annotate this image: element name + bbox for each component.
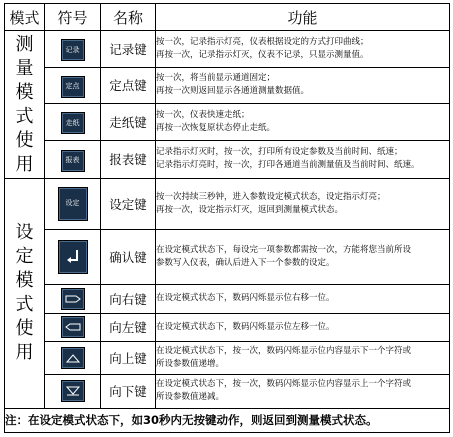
key-description: 在设定模式状态下，数码闪烁显示位左移一位。 [156,313,450,341]
key-name: 向右键 [101,285,156,313]
up-arrow-icon [61,347,85,369]
table-row [5,285,450,313]
record-key-icon: 记录 [61,39,85,61]
table-row [5,229,450,285]
report-key-icon: 报表 [61,150,85,172]
key-name: 报表键 [101,140,156,178]
setting-mode-label: 设 定 模 式 使 用 [5,179,45,409]
symbol-cell [45,140,101,178]
symbol-cell [45,341,101,374]
function-table [4,3,450,433]
note-row [5,408,450,432]
symbol-cell [45,375,101,408]
table-row [5,179,450,230]
key-name: 记录键 [101,31,156,67]
key-name: 定点键 [101,67,156,103]
key-description: 在设定模式状态下，按一次，数码闪烁显示位内容显示下一个字符或 所设参数值递增。 [156,341,450,374]
down-arrow-icon [61,380,85,402]
right-arrow-icon [61,288,85,310]
fixpoint-key-icon: 定点 [61,76,85,98]
key-description: 按一次，记录指示灯亮，仪表根据设定的方式打印曲线； 再按一次，记录指示灯灭，仪表不记录，只显示测量值。 [156,31,450,67]
header-symbol: 符号 [45,4,101,31]
header-row [5,4,450,31]
symbol-cell [45,104,101,140]
table-row [5,31,450,67]
key-name: 确认键 [101,229,156,285]
key-description: 按一次，仪表快速走纸； 再按一次恢复原状态停止走纸。 [156,104,450,140]
header-mode: 模式 [5,4,45,31]
symbol-cell [45,313,101,341]
table-row [5,67,450,103]
symbol-cell [45,67,101,103]
key-description: 按一次持续三秒钟，进入参数设定模式状态，设定指示灯亮； 再按一次，设定指示灯灭，返回到测量模式状态。 [156,179,450,230]
header-name: 名称 [101,4,156,31]
table-row [5,104,450,140]
key-name: 向下键 [101,375,156,408]
setting-key-icon: 设定 [58,187,88,221]
symbol-cell [45,229,101,285]
left-arrow-icon [61,316,85,338]
symbol-cell [45,179,101,230]
header-function: 功能 [156,4,450,31]
key-description: 按一次，将当前显示通道固定； 再按一次则返回显示各通道测量数据值。 [156,67,450,103]
key-name: 向上键 [101,341,156,374]
table-row [5,313,450,341]
table-row [5,341,450,374]
key-name: 向左键 [101,313,156,341]
enter-arrow-icon [58,240,88,274]
key-name: 走纸键 [101,104,156,140]
table-row [5,140,450,178]
key-description: 在设定模式状态下，数码闪烁显示位右移一位。 [156,285,450,313]
measure-mode-label: 测 量 模 式 使 用 [5,31,45,179]
key-description: 在设定模式状态下，每设完一项参数都需按一次，方能将您当前所设 参数写入仪表，确认后进入下一个参数的设定。 [156,229,450,285]
footnote: 注：在设定模式状态下，如30秒内无按键动作，则返回到测量模式状态。 [5,408,450,432]
key-description: 在设定模式状态下，按一次，数码闪烁显示位内容显示上一个字符或 所设参数值递减。 [156,375,450,408]
table-row [5,375,450,408]
paperfeed-key-icon: 走纸 [61,112,85,134]
key-name: 设定键 [101,179,156,230]
symbol-cell [45,285,101,313]
key-description: 记录指示灯灭时，按一次，打印所有设定参数及当前时间、纸速； 记录指示灯亮时，按一次，打印各通道当前测量值及当前时间、纸速。 [156,140,450,178]
symbol-cell [45,31,101,67]
